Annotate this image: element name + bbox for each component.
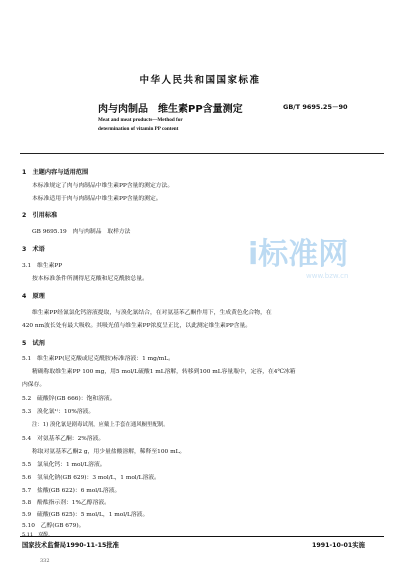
section-5-heading: 5 试剂 — [22, 340, 45, 347]
reagent-5-9: 5.9 硫酸(GB 625)：5 mol/L，1 mol/L溶液。 — [22, 512, 149, 518]
document-title: 肉与肉制品 维生素PP含量测定 — [98, 104, 243, 115]
standard-number: GB/T 9695.25－90 — [283, 103, 348, 111]
section-4-paragraph-1: 维生素PP经氰氯化钙溶液提取，与溴化氰结合，在对氨基苯乙酮作用下，生成黄色化合物，在 — [32, 310, 272, 316]
section-1-paragraph-1: 本标准规定了肉与肉制品中维生素PP含量的测定方法。 — [32, 183, 174, 189]
section-1-paragraph-2: 本标准适用于肉与肉制品中维生素PP含量的测定。 — [32, 196, 162, 202]
implementation-date: 1991-10-01实施 — [312, 542, 365, 549]
reagent-5-6: 5.6 氢氧化钠(GB 629)：3 mol/L，1 mol/L溶液。 — [22, 475, 160, 481]
watermark-logo — [246, 232, 396, 282]
term-3-1-definition: 按本标准条件所测得尼克酸和尼克酰胺总量。 — [32, 276, 148, 282]
section-3-heading: 3 术语 — [22, 246, 45, 253]
footer-divider — [20, 536, 384, 537]
reagent-5-1-text-2: 内保存。 — [22, 382, 46, 388]
reagent-5-7: 5.7 盐酸(GB 622)：6 mol/L溶液。 — [22, 488, 121, 494]
watermark-url: www.bzw.cn — [306, 272, 349, 280]
section-2-heading: 2 引用标准 — [22, 212, 58, 219]
reagent-5-1: 5.1 维生素PP(尼克酸或尼克酰胺)标准溶液：1 mg/mL。 — [22, 356, 174, 362]
reagent-5-8: 5.8 酚酞指示剂：1%乙醇溶液。 — [22, 500, 110, 506]
english-title-line-1: Meat and meat products—Method for — [98, 117, 183, 123]
reagent-5-3: 5.3 溴化氰¹⁾：10%溶液。 — [22, 409, 95, 415]
reagent-5-4-text: 称取对氨基苯乙酮2 g，用少量盐酸溶解，稀释至100 mL。 — [32, 449, 186, 455]
section-2-reference: GB 9695.19 肉与肉制品 取样方法 — [32, 229, 131, 235]
reagent-5-4: 5.4 对氨基苯乙酮：2%溶液。 — [22, 436, 105, 442]
reagent-5-1-text-1: 精确称取维生素PP 100 mg，用5 mol/L硫酸1 mL溶解，转移到100 mL容量瓶中，定容，在4℃冰箱 — [32, 369, 296, 375]
page-number: 332 — [40, 558, 50, 564]
reagent-5-11: 5.11 双醇。 — [22, 532, 54, 538]
section-4-heading: 4 原理 — [22, 293, 45, 300]
footnote-bromide-cyanide: 注：1) 溴化氰是剧毒试剂，应戴上手套在通风橱里配制。 — [32, 422, 169, 428]
approval-statement: 国家技术监督局1990-11-15批准 — [22, 542, 119, 549]
reagent-5-2: 5.2 硫酸锌(GB 666)：饱和溶液。 — [22, 396, 116, 402]
header-divider — [20, 153, 384, 154]
section-4-paragraph-2: 420 nm波长处有最大吸收。其吸光值与维生素PP浓度呈正比，以此测定维生素PP含量。 — [22, 323, 252, 329]
english-title-line-2: determination of vitamin PP content — [98, 126, 179, 132]
watermark-text: i标准网 — [248, 237, 349, 272]
reagent-5-10: 5.10 乙醇(GB 679)。 — [22, 523, 85, 529]
section-1-heading: 1 主题内容与适用范围 — [22, 169, 89, 176]
reagent-5-5: 5.5 氯氧化钙：1 mol/L溶液。 — [22, 462, 106, 468]
standard-category-header: 中华人民共和国国家标准 — [139, 75, 261, 86]
term-3-1: 3.1 维生素PP — [22, 263, 63, 269]
